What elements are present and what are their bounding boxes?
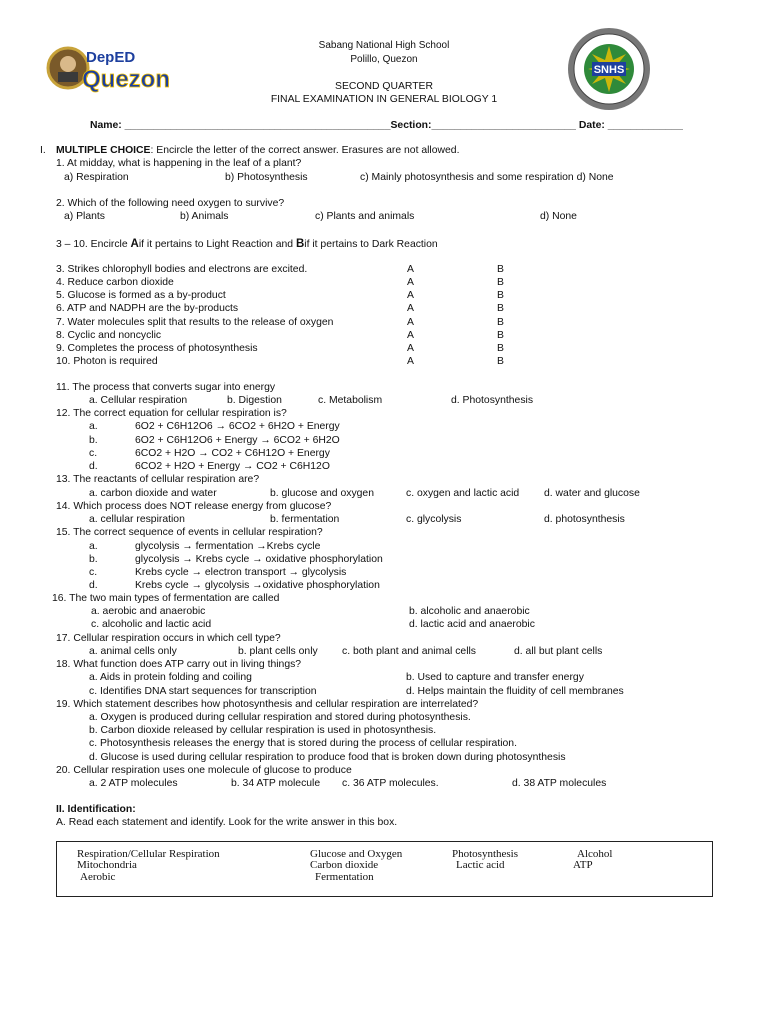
q12-option-equation[interactable]: 6CO2 + H2O + Energy → CO2 + C6H12O bbox=[135, 461, 330, 472]
q15-option-letter[interactable]: d. bbox=[89, 580, 98, 591]
part2-title: II. Identification: bbox=[56, 804, 136, 815]
q16-option-b[interactable]: b. alcoholic and anaerobic bbox=[409, 606, 530, 617]
q3-10-tail: if it pertains to Dark Reaction bbox=[304, 239, 438, 250]
q20-text: 20. Cellular respiration uses one molecule of glucose to produce bbox=[56, 765, 352, 776]
q17-option-b[interactable]: b. plant cells only bbox=[238, 646, 318, 657]
q19-option-d[interactable]: d. Glucose is used during cellular respiration to produce food that is broken down during photosynthesis bbox=[89, 752, 566, 763]
q16-option-c[interactable]: c. alcoholic and lactic acid bbox=[91, 619, 212, 630]
name-field[interactable] bbox=[90, 120, 683, 131]
q14-option-c[interactable]: c. glycolysis bbox=[406, 514, 462, 525]
q1-option-b[interactable]: b) Photosynthesis bbox=[225, 172, 308, 183]
q3-10-item: 5. Glucose is formed as a by-product bbox=[56, 290, 226, 301]
q3-10-choice-b[interactable]: B bbox=[497, 330, 504, 341]
q12-option-letter[interactable]: c. bbox=[89, 448, 98, 459]
q19-text: 19. Which statement describes how photosynthesis and cellular respiration are interrelated? bbox=[56, 699, 479, 710]
q14-option-b[interactable]: b. fermentation bbox=[270, 514, 340, 525]
q16-option-d[interactable]: d. lactic acid and anaerobic bbox=[409, 619, 535, 630]
q3-10-choice-a[interactable]: A bbox=[407, 356, 414, 367]
q3-10-choice-b[interactable]: B bbox=[497, 356, 504, 367]
q18-option-b[interactable]: b. Used to capture and transfer energy bbox=[406, 672, 584, 683]
q18-text: 18. What function does ATP carry out in living things? bbox=[56, 659, 302, 670]
q3-10-choice-a[interactable]: A bbox=[407, 290, 414, 301]
q3-10-item: 4. Reduce carbon dioxide bbox=[56, 277, 174, 288]
q12-option-equation[interactable]: 6CO2 + H2O → CO2 + C6H12O + Energy bbox=[135, 448, 330, 459]
q17-text: 17. Cellular respiration occurs in which cell type? bbox=[56, 633, 281, 644]
part1-roman: I. bbox=[40, 145, 46, 156]
q3-10-choice-b[interactable]: B bbox=[497, 264, 504, 275]
q15-text: 15. The correct sequence of events in cellular respiration? bbox=[56, 527, 323, 538]
q14-option-d[interactable]: d. photosynthesis bbox=[544, 514, 625, 525]
q3-10-instruction bbox=[56, 238, 438, 250]
q1-option-cd[interactable]: c) Mainly photosynthesis and some respiration d) None bbox=[360, 172, 614, 183]
q11-text: 11. The process that converts sugar into energy bbox=[56, 382, 276, 393]
word-bank-item: Respiration/Cellular Respiration bbox=[77, 848, 220, 860]
word-bank-item: Lactic acid bbox=[456, 859, 505, 871]
q11-option-d[interactable]: d. Photosynthesis bbox=[451, 395, 534, 406]
q15-option-letter[interactable]: c. bbox=[89, 567, 98, 578]
q3-10-choice-a[interactable]: A bbox=[407, 343, 414, 354]
q14-text: 14. Which process does NOT release energy from glucose? bbox=[56, 501, 332, 512]
q3-10-a-letter: A bbox=[130, 238, 139, 250]
q13-option-d[interactable]: d. water and glucose bbox=[544, 488, 640, 499]
svg-text:Quezon: Quezon bbox=[82, 66, 170, 93]
q12-option-equation[interactable]: 6O2 + C6H12O6 + Energy → 6CO2 + 6H2O bbox=[135, 435, 340, 446]
q2-option-a[interactable]: a) Plants bbox=[64, 211, 106, 222]
q14-option-a[interactable]: a. cellular respiration bbox=[89, 514, 185, 525]
quarter-title: SECOND QUARTER bbox=[335, 81, 433, 92]
q15-option-letter[interactable]: a. bbox=[89, 541, 98, 552]
word-bank-item: ATP bbox=[573, 859, 593, 871]
exam-title: FINAL EXAMINATION IN GENERAL BIOLOGY 1 bbox=[270, 94, 498, 105]
q11-option-c[interactable]: c. Metabolism bbox=[318, 395, 383, 406]
q3-10-choice-a[interactable]: A bbox=[407, 264, 414, 275]
q3-10-choice-b[interactable]: B bbox=[497, 303, 504, 314]
q3-10-b-letter: B bbox=[295, 238, 305, 250]
q12-text: 12. The correct equation for cellular respiration is? bbox=[56, 408, 287, 419]
school-name: Sabang National High School bbox=[318, 40, 450, 51]
date-label: Date: bbox=[578, 120, 605, 131]
q11-option-a[interactable]: a. Cellular respiration bbox=[89, 395, 188, 406]
word-bank-item: Fermentation bbox=[315, 871, 374, 883]
q3-10-item: 10. Photon is required bbox=[56, 356, 158, 367]
q17-option-d[interactable]: d. all but plant cells bbox=[514, 646, 603, 657]
word-bank-item: Carbon dioxide bbox=[310, 859, 379, 871]
q13-option-b[interactable]: b. glucose and oxygen bbox=[270, 488, 374, 499]
q3-10-choice-b[interactable]: B bbox=[497, 343, 504, 354]
q3-10-choice-b[interactable]: B bbox=[497, 317, 504, 328]
q3-10-item: 6. ATP and NADPH are the by-products bbox=[56, 303, 239, 314]
section-line: _________________________ bbox=[431, 120, 576, 131]
q12-option-letter[interactable]: b. bbox=[89, 435, 98, 446]
q20-option-c[interactable]: c. 36 ATP molecules. bbox=[342, 778, 439, 789]
word-bank-item: Aerobic bbox=[80, 871, 116, 883]
q15-option-sequence[interactable]: Krebs cycle → glycolysis →oxidative phosphorylation bbox=[135, 580, 380, 591]
q19-option-b[interactable]: b. Carbon dioxide released by cellular respiration is used in photosynthesis. bbox=[89, 725, 437, 736]
q16-option-a[interactable]: a. aerobic and anaerobic bbox=[91, 606, 206, 617]
q2-option-d[interactable]: d) None bbox=[540, 211, 577, 222]
part1-instruction: : Encircle the letter of the correct answer. Erasures are not allowed. bbox=[150, 145, 460, 156]
q18-option-c[interactable]: c. Identifies DNA start sequences for transcription bbox=[89, 686, 317, 697]
q15-option-sequence[interactable]: glycolysis → fermentation →Krebs cycle bbox=[135, 541, 321, 552]
q20-option-a[interactable]: a. 2 ATP molecules bbox=[89, 778, 178, 789]
word-bank-item: Photosynthesis bbox=[452, 848, 519, 860]
q13-option-c[interactable]: c. oxygen and lactic acid bbox=[406, 488, 520, 499]
q3-10-choice-a[interactable]: A bbox=[407, 330, 414, 341]
q1-text: 1. At midday, what is happening in the leaf of a plant? bbox=[56, 158, 302, 169]
q3-10-item: 7. Water molecules split that results to the release of oxygen bbox=[56, 317, 334, 328]
svg-text:DepED: DepED bbox=[86, 49, 136, 66]
q2-text: 2. Which of the following need oxygen to survive? bbox=[56, 198, 285, 209]
q3-10-item: 8. Cyclic and noncyclic bbox=[56, 330, 162, 341]
section-label: Section: bbox=[390, 120, 432, 131]
q15-option-sequence[interactable]: Krebs cycle → electron transport → glycolysis bbox=[135, 567, 347, 578]
svg-text:SNHS: SNHS bbox=[593, 64, 625, 76]
q11-option-b[interactable]: b. Digestion bbox=[227, 395, 282, 406]
part2-instruction: A. Read each statement and identify. Look for the write answer in this box. bbox=[56, 817, 398, 828]
part1-title: MULTIPLE CHOICE bbox=[56, 145, 151, 156]
q2-option-b[interactable]: b) Animals bbox=[180, 211, 229, 222]
q17-option-c[interactable]: c. both plant and animal cells bbox=[342, 646, 477, 657]
date-line: _____________ bbox=[607, 120, 683, 131]
q13-option-a[interactable]: a. carbon dioxide and water bbox=[89, 488, 217, 499]
q15-option-letter[interactable]: b. bbox=[89, 554, 98, 565]
word-bank-item: Mitochondria bbox=[77, 859, 137, 871]
q3-10-lead: 3 – 10. Encircle bbox=[56, 239, 128, 250]
q16-text: 16. The two main types of fermentation are called bbox=[52, 593, 280, 604]
q3-10-choice-a[interactable]: A bbox=[407, 303, 414, 314]
q17-option-a[interactable]: a. animal cells only bbox=[89, 646, 177, 657]
q20-option-d[interactable]: d. 38 ATP molecules bbox=[512, 778, 607, 789]
q3-10-item: 3. Strikes chlorophyll bodies and electrons are excited. bbox=[56, 264, 308, 275]
q3-10-choice-b[interactable]: B bbox=[497, 277, 504, 288]
q3-10-choice-a[interactable]: A bbox=[407, 317, 414, 328]
name-label: Name: bbox=[90, 120, 122, 131]
q2-option-c[interactable]: c) Plants and animals bbox=[315, 211, 415, 222]
word-bank-item: Alcohol bbox=[577, 848, 613, 860]
q1-option-a[interactable]: a) Respiration bbox=[64, 172, 129, 183]
q18-option-d[interactable]: d. Helps maintain the fluidity of cell membranes bbox=[406, 686, 624, 697]
q15-option-sequence[interactable]: glycolysis → Krebs cycle → oxidative phosphorylation bbox=[135, 554, 383, 565]
q3-10-item: 9. Completes the process of photosynthesis bbox=[56, 343, 258, 354]
school-location: Polillo, Quezon bbox=[350, 54, 418, 65]
q3-10-choice-a[interactable]: A bbox=[407, 277, 414, 288]
word-bank-item: Glucose and Oxygen bbox=[310, 848, 403, 860]
part1-heading bbox=[56, 145, 459, 156]
q19-option-c[interactable]: c. Photosynthesis releases the energy that is stored during the process of cellular respiration. bbox=[89, 738, 517, 749]
q12-option-letter[interactable]: a. bbox=[89, 421, 98, 432]
q12-option-equation[interactable]: 6O2 + C6H12O6 → 6CO2 + 6H2O + Energy bbox=[135, 421, 340, 432]
q13-text: 13. The reactants of cellular respiration are? bbox=[56, 474, 260, 485]
q12-option-letter[interactable]: d. bbox=[89, 461, 98, 472]
q18-option-a[interactable]: a. Aids in protein folding and coiling bbox=[89, 672, 252, 683]
q20-option-b[interactable]: b. 34 ATP molecule bbox=[231, 778, 321, 789]
name-line: ______________________________________________ bbox=[124, 120, 391, 131]
q3-10-choice-b[interactable]: B bbox=[497, 290, 504, 301]
q3-10-mid: if it pertains to Light Reaction and bbox=[138, 239, 294, 250]
q19-option-a[interactable]: a. Oxygen is produced during cellular respiration and stored during photosynthesis. bbox=[89, 712, 471, 723]
